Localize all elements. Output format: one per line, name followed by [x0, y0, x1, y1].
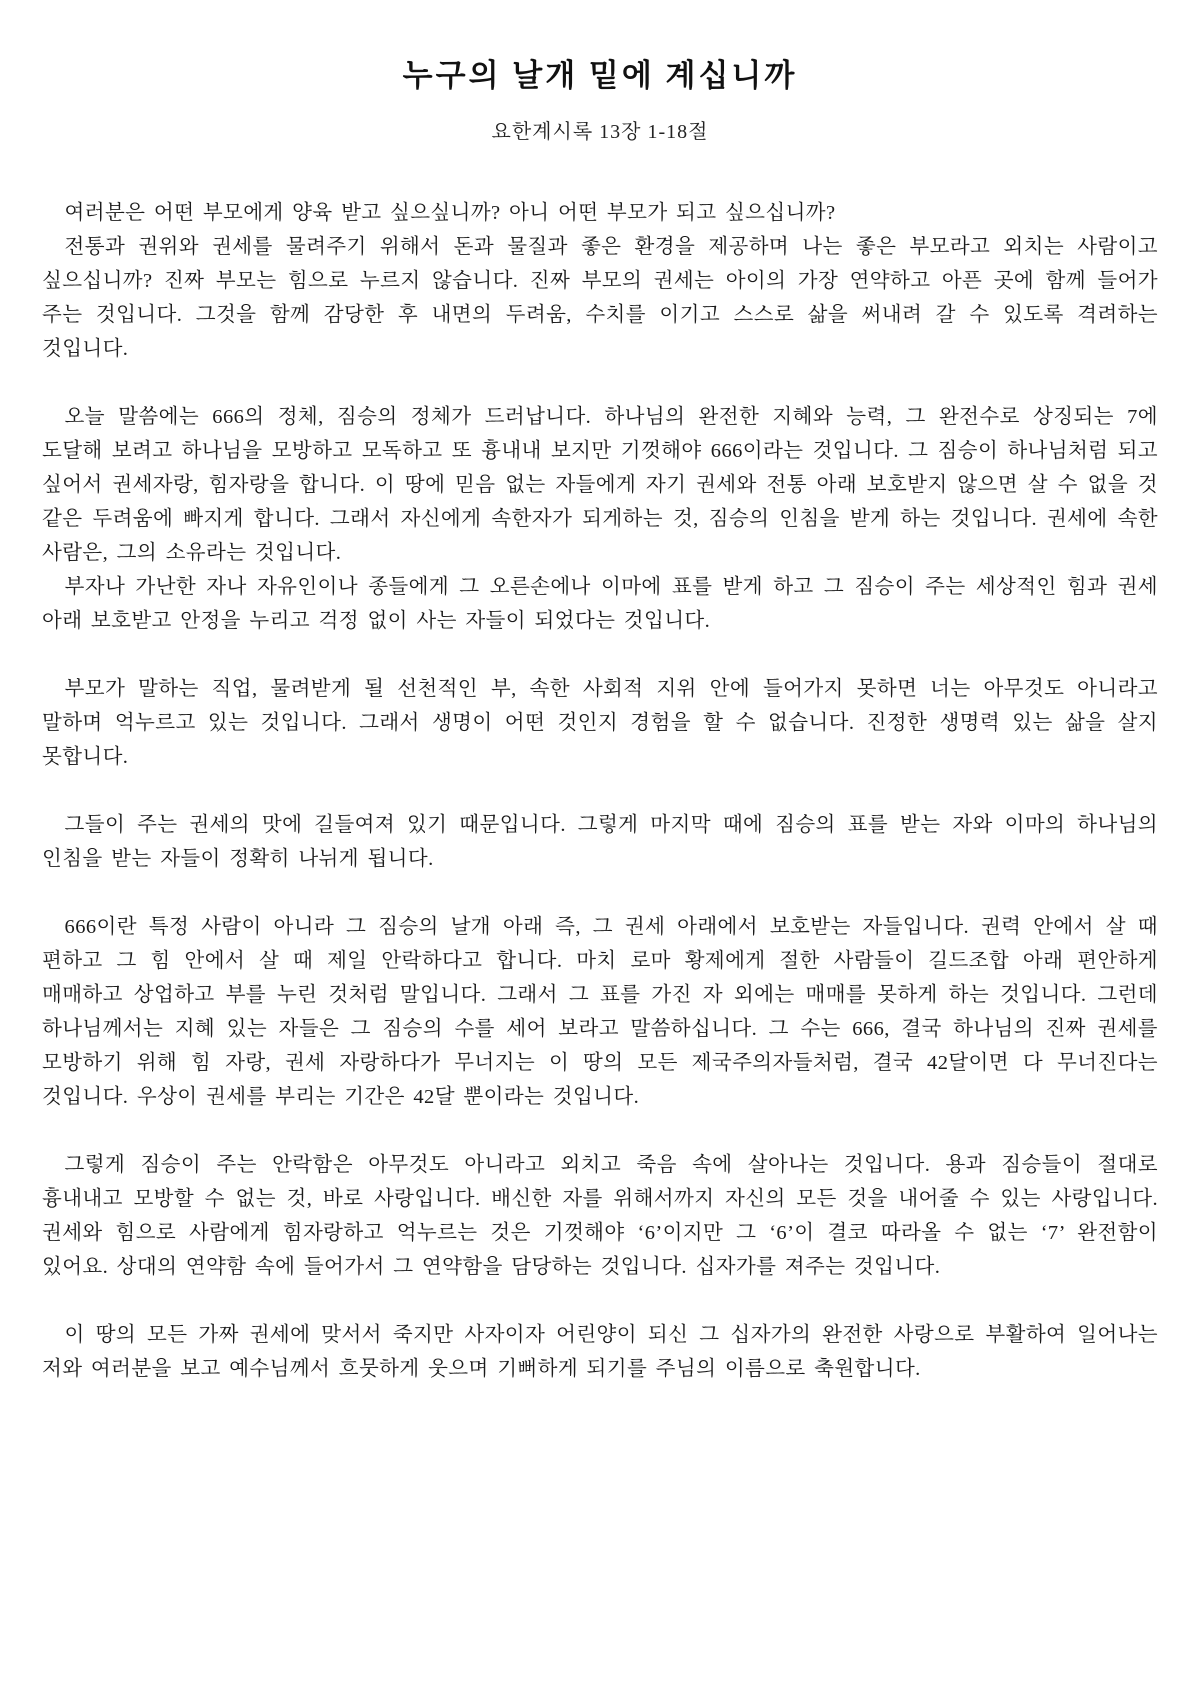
paragraph-true-parents: 전통과 권위와 권세를 물려주기 위해서 돈과 물질과 좋은 환경을 제공하며 나는 좋은 부모라고 외치는 사람이고 싶으십니까? 진짜 부모는 힘으로 누르지 않습니다. 진짜 부모의 권세는 아이의 가장 연약하고 아픈 곳에 함께 들어가 주는 것입니다. 그것을 함께 감당한 후 내면의 두려움, 수치를 이기고 스스로 삶을 써내려 갈 수 있도록 격려하는 것입니다. — [42, 236, 1158, 360]
paragraph-divided-people: 그들이 주는 권세의 맛에 길들여져 있기 때문입니다. 그렇게 마지막 때에 짐승의 표를 받는 자와 이마의 하나님의 인침을 받는 자들이 정확히 나뉘게 됩니다. — [42, 814, 1158, 870]
paragraph-under-wings: 666이란 특정 사람이 아니라 그 짐승의 날개 아래 즉, 그 권세 아래에서 보호받는 자들입니다. 권력 안에서 살 때 편하고 그 힘 안에서 살 때 제일 안락하다고 합니다. 마치 로마 황제에게 절한 사람들이 길드조합 아래 편안하게 매매하고 상업하고 부를 누린 것처럼 말입니다. 그래서 그 표를 가진 자 외에는 매매를 못하게 하는 것입니다. 그런데 하나님께서는 지혜 있는 자들은 그 짐승의 수를 세어 보라고 말씀하십니다. 그 수는 666, 결국 하나님의 진짜 권세를 모방하기 위해 힘 자랑, 권세 자랑하다가 무너지는 이 땅의 모든 제국주의자들처럼, 결국 42달이면 다 무너진다는 것입니다. 우상이 권세를 부리는 기간은 42달 뿐이라는 것입니다. — [42, 916, 1158, 1108]
paragraph-666-identity: 오늘 말씀에는 666의 정체, 짐승의 정체가 드러납니다. 하나님의 완전한 지혜와 능력, 그 완전수로 상징되는 7에 도달해 보려고 하나님을 모방하고 모독하고 또 흉내내 보지만 기껏해야 666이라는 것입니다. 그 짐승이 하나님처럼 되고 싶어서 권세자랑, 힘자랑을 합니다. 이 땅에 믿음 없는 자들에게 자기 권세와 전통 아래 보호받지 않으면 살 수 없을 것 같은 두려움에 빠지게 합니다. 그래서 자신에게 속한자가 되게하는 것, 짐승의 인침을 받게 하는 것입니다. 권세에 속한 사람은, 그의 소유라는 것입니다. — [42, 406, 1158, 564]
paragraph-parents-pressure: 부모가 말하는 직업, 물려받게 될 선천적인 부, 속한 사회적 지위 안에 들어가지 못하면 너는 아무것도 아니라고 말하며 억누르고 있는 것입니다. 그래서 생명이 어떤 것인지 경험을 할 수 없습니다. 진정한 생명력 있는 삶을 살지 못합니다. — [42, 678, 1158, 768]
paragraph-mark-of-beast: 부자나 가난한 자나 자유인이나 종들에게 그 오른손에나 이마에 표를 받게 하고 그 짐승이 주는 세상적인 힘과 권세 아래 보호받고 안정을 누리고 걱정 없이 사는 자들이 되었다는 것입니다. — [42, 576, 1158, 632]
paragraph-question: 여러분은 어떤 부모에게 양육 받고 싶으싶니까? 아니 어떤 부모가 되고 싶으십니까? — [64, 202, 836, 224]
paragraph-love-seven: 그렇게 짐승이 주는 안락함은 아무것도 아니라고 외치고 죽음 속에 살아나는 것입니다. 용과 짐승들이 절대로 흉내내고 모방할 수 없는 것, 바로 사랑입니다. 배신한 자를 위해서까지 자신의 모든 것을 내어줄 수 있는 사랑입니다. 권세와 힘으로 사람에게 힘자랑하고 억누르는 것은 기껏해야 ‘6’이지만 그 ‘6’이 결코 따라올 수 없는 ‘7’ 완전함이 있어요. 상대의 연약함 속에 들어가서 그 연약함을 담당하는 것입니다. 십자가를 져주는 것입니다. — [42, 1154, 1158, 1278]
scripture-reference: 요한계시록 13장 1-18절 — [491, 121, 709, 143]
paragraph-benediction: 이 땅의 모든 가짜 권세에 맞서서 죽지만 사자이자 어린양이 되신 그 십자가의 완전한 사랑으로 부활하여 일어나는 저와 여러분을 보고 예수님께서 흐뭇하게 웃으며 기뻐하게 되기를 주님의 이름으로 축원합니다. — [42, 1324, 1158, 1380]
page-title: 누구의 날개 밑에 계십니까 — [402, 58, 798, 93]
